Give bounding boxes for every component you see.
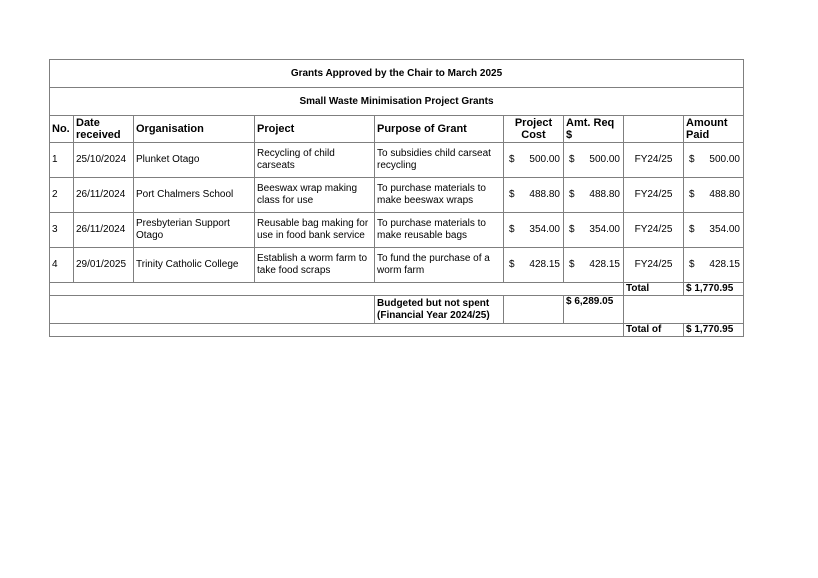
header-purpose: Purpose of Grant xyxy=(375,116,504,143)
header-project: Project xyxy=(255,116,375,143)
row-project-cost xyxy=(504,248,564,283)
currency-symbol: $ xyxy=(509,259,515,270)
amount-value: 354.00 xyxy=(529,224,560,235)
budget-amount: $ 6,289.05 xyxy=(564,296,624,324)
budget-project-cost-empty xyxy=(504,296,564,324)
header-project-cost: Project Cost xyxy=(504,116,564,143)
table-title: Grants Approved by the Chair to March 2025 xyxy=(50,60,744,88)
row-purpose: To subsidies child carseat recycling xyxy=(375,143,504,178)
row-amt-req xyxy=(564,143,624,178)
budget-row-spacer xyxy=(50,296,375,324)
budget-label-line1: Budgeted but not spent xyxy=(377,297,490,309)
budget-row-end xyxy=(624,296,744,324)
row-date: 26/11/2024 xyxy=(74,178,134,213)
amount-value: 488.80 xyxy=(589,189,620,200)
row-organisation: Presbyterian Support Otago xyxy=(134,213,255,248)
currency-symbol: $ xyxy=(569,189,575,200)
currency-symbol: $ xyxy=(689,224,695,235)
header-organisation: Organisation xyxy=(134,116,255,143)
row-organisation: Port Chalmers School xyxy=(134,178,255,213)
currency-symbol: $ xyxy=(569,154,575,165)
amount-value: 488.80 xyxy=(709,189,740,200)
row-no: 4 xyxy=(50,248,74,283)
header-no: No. xyxy=(50,116,74,143)
budget-label xyxy=(375,296,504,324)
row-project: Reusable bag making for use in food bank service xyxy=(255,213,375,248)
total-of-spacer xyxy=(50,324,624,337)
total-label: Total xyxy=(624,283,684,296)
row-no: 2 xyxy=(50,178,74,213)
row-purpose: To purchase materials to make reusable bags xyxy=(375,213,504,248)
total-amount: $ 1,770.95 xyxy=(684,283,744,296)
currency-symbol: $ xyxy=(689,154,695,165)
table-row xyxy=(50,143,744,178)
currency-symbol: $ xyxy=(569,224,575,235)
amount-value: 428.15 xyxy=(589,259,620,270)
table-row xyxy=(50,248,744,283)
header-amt-req: Amt. Req $ xyxy=(564,116,624,143)
currency-symbol: $ xyxy=(689,189,695,200)
amount-value: 428.15 xyxy=(529,259,560,270)
amount-value: 500.00 xyxy=(529,154,560,165)
row-amt-req xyxy=(564,213,624,248)
row-amount-paid xyxy=(684,143,744,178)
amount-value: 428.15 xyxy=(709,259,740,270)
table-subtitle: Small Waste Minimisation Project Grants xyxy=(50,88,744,116)
row-purpose: To fund the purchase of a worm farm xyxy=(375,248,504,283)
row-project-cost xyxy=(504,213,564,248)
currency-symbol: $ xyxy=(509,224,515,235)
row-project: Establish a worm farm to take food scraps xyxy=(255,248,375,283)
total-of-row xyxy=(50,324,744,337)
total-of-amount: $ 1,770.95 xyxy=(684,324,744,337)
row-amount-paid xyxy=(684,248,744,283)
row-organisation: Plunket Otago xyxy=(134,143,255,178)
row-project: Recycling of child carseats xyxy=(255,143,375,178)
currency-symbol: $ xyxy=(509,189,515,200)
table-row xyxy=(50,178,744,213)
row-purpose: To purchase materials to make beeswax wraps xyxy=(375,178,504,213)
row-fy: FY24/25 xyxy=(624,213,684,248)
amount-value: 354.00 xyxy=(709,224,740,235)
row-fy: FY24/25 xyxy=(624,143,684,178)
amount-value: 500.00 xyxy=(709,154,740,165)
table-row xyxy=(50,213,744,248)
total-row xyxy=(50,283,744,296)
row-amount-paid xyxy=(684,178,744,213)
row-no: 3 xyxy=(50,213,74,248)
row-date: 29/01/2025 xyxy=(74,248,134,283)
total-of-label: Total of xyxy=(624,324,684,337)
amount-value: 500.00 xyxy=(589,154,620,165)
row-fy: FY24/25 xyxy=(624,248,684,283)
currency-symbol: $ xyxy=(569,259,575,270)
row-amount-paid xyxy=(684,213,744,248)
row-amt-req xyxy=(564,248,624,283)
header-fy xyxy=(624,116,684,143)
row-project-cost xyxy=(504,178,564,213)
row-fy: FY24/25 xyxy=(624,178,684,213)
header-date-received: Date received xyxy=(74,116,134,143)
amount-value: 354.00 xyxy=(589,224,620,235)
total-row-spacer xyxy=(50,283,624,296)
row-project-cost xyxy=(504,143,564,178)
header-amount-paid: Amount Paid xyxy=(684,116,744,143)
budget-label-line2: (Financial Year 2024/25) xyxy=(377,309,490,321)
currency-symbol: $ xyxy=(689,259,695,270)
row-date: 25/10/2024 xyxy=(74,143,134,178)
row-project: Beeswax wrap making class for use xyxy=(255,178,375,213)
grants-table xyxy=(49,59,744,337)
row-date: 26/11/2024 xyxy=(74,213,134,248)
row-organisation: Trinity Catholic College xyxy=(134,248,255,283)
header-row xyxy=(50,116,744,143)
currency-symbol: $ xyxy=(509,154,515,165)
row-amt-req xyxy=(564,178,624,213)
budget-row xyxy=(50,296,744,324)
amount-value: 488.80 xyxy=(529,189,560,200)
row-no: 1 xyxy=(50,143,74,178)
